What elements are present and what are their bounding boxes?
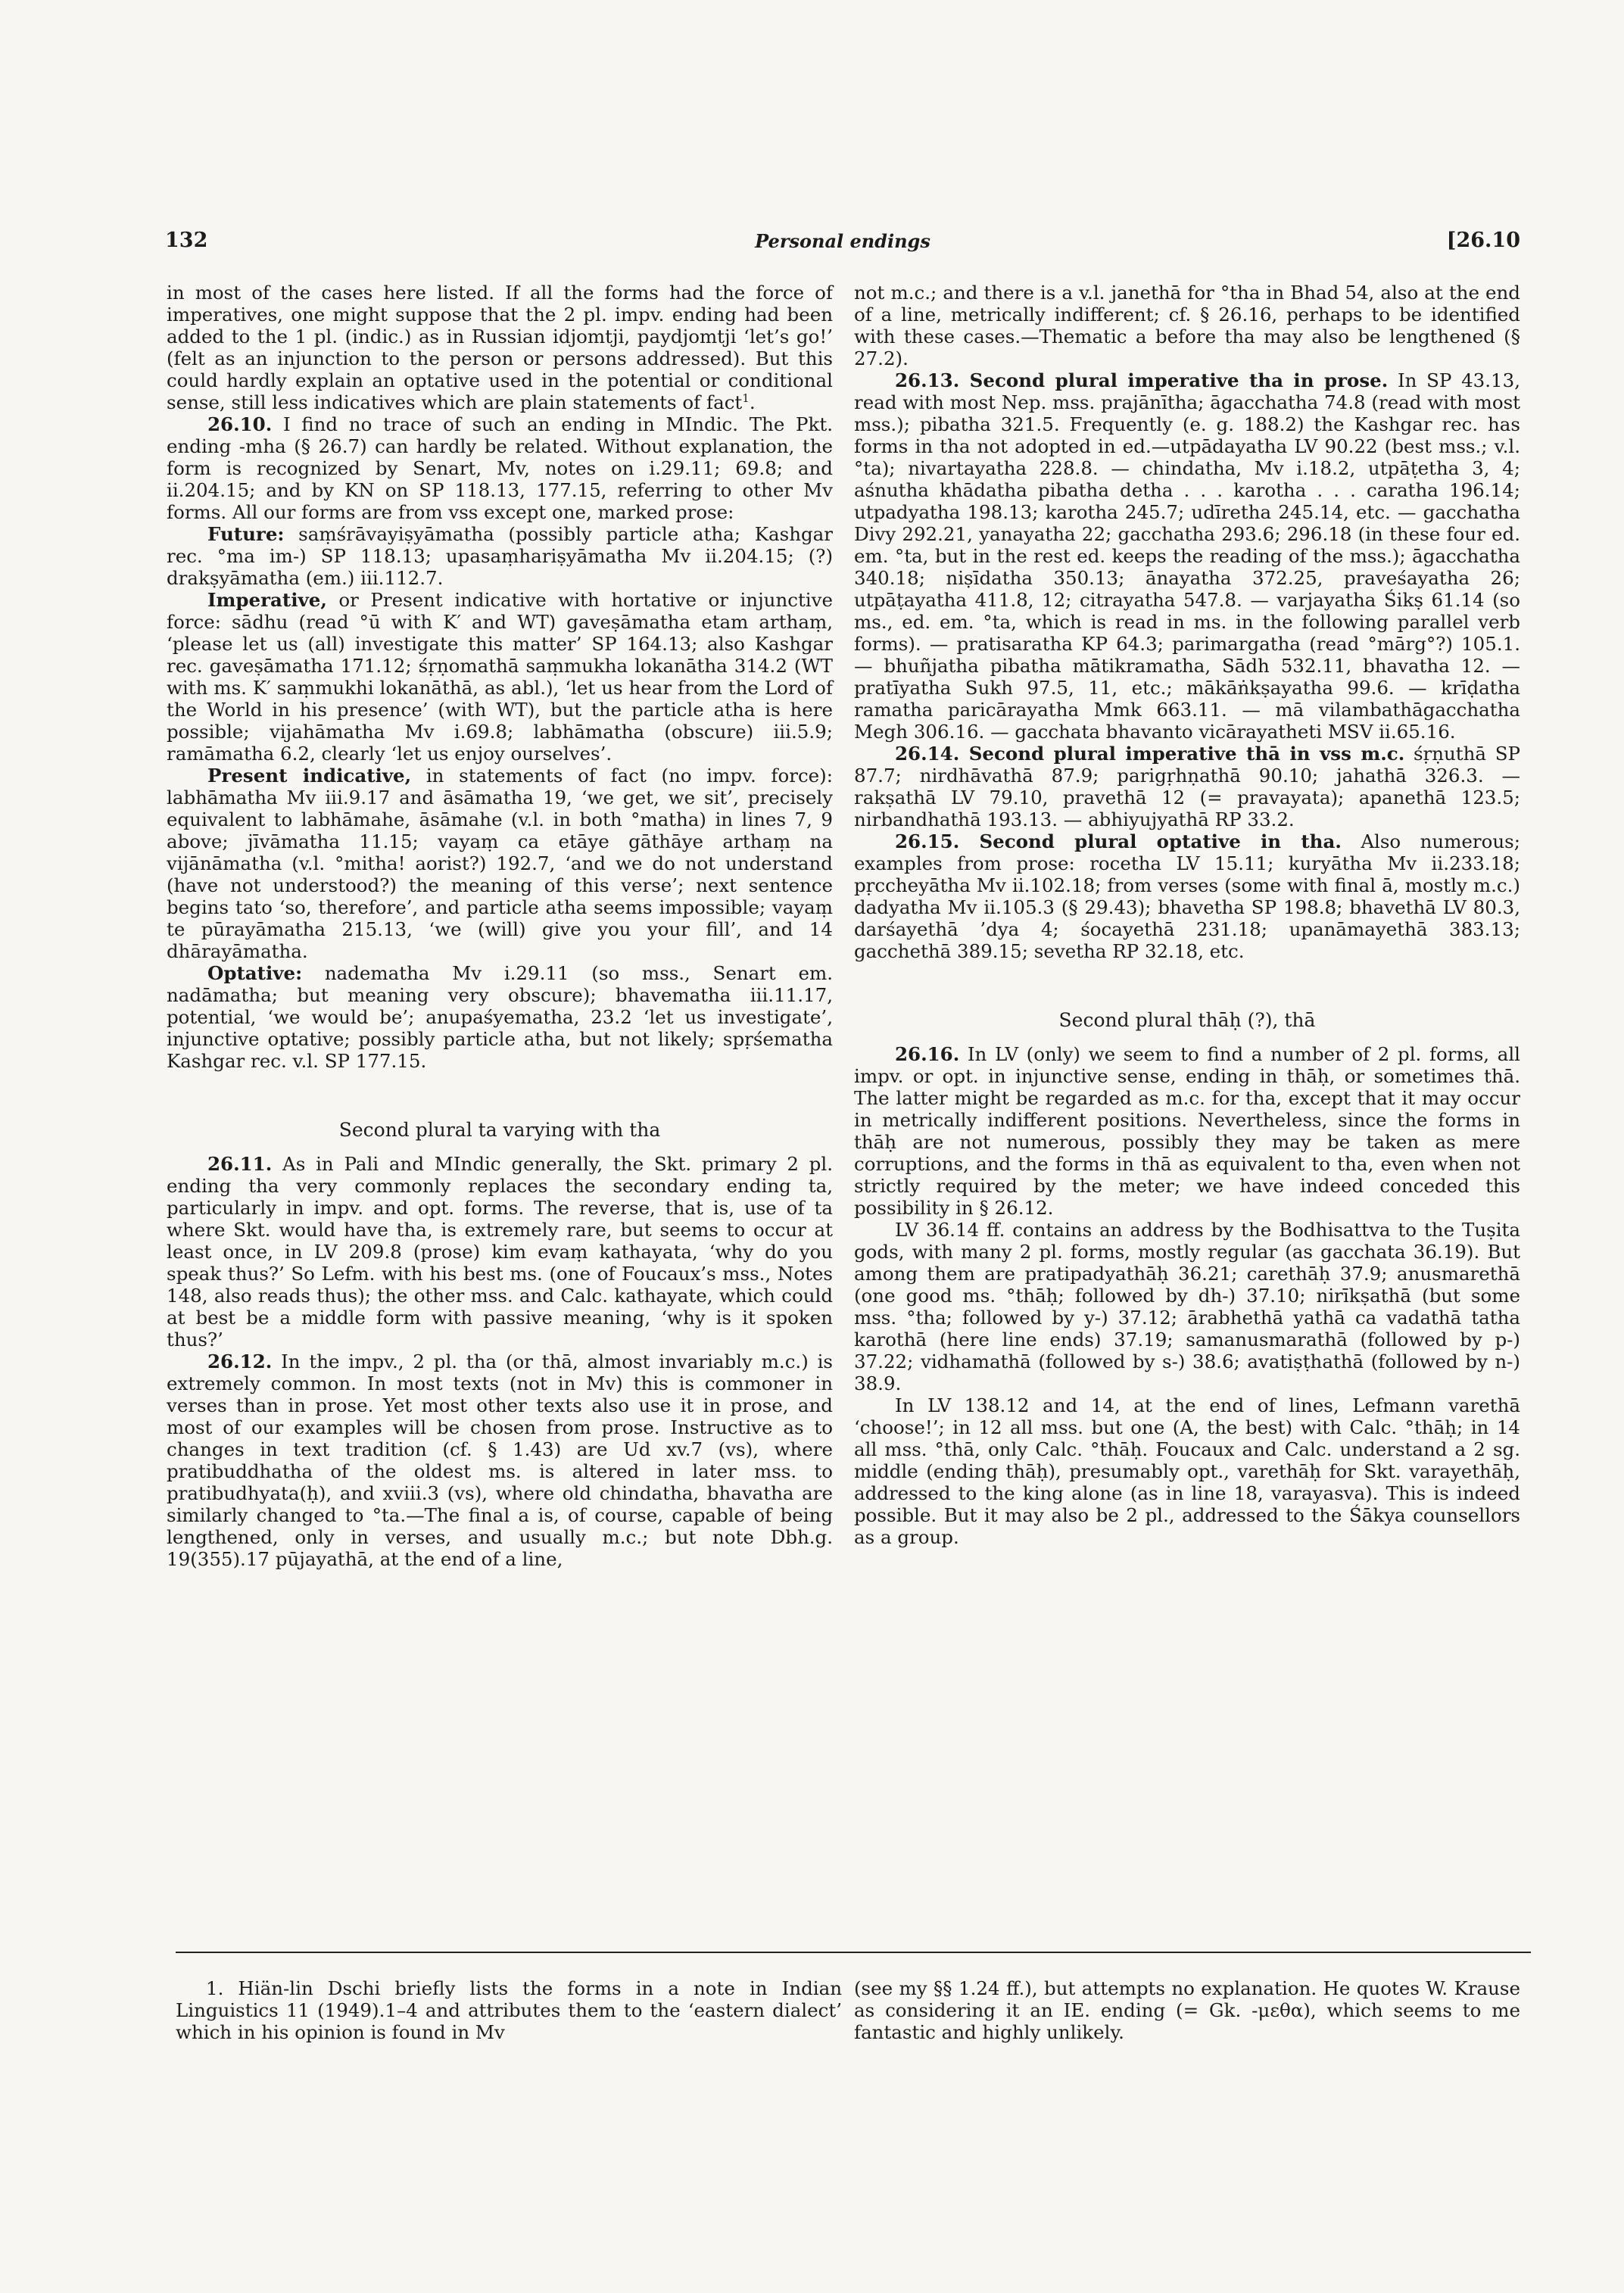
- footnote-text: 1. Hiän-lin Dschi briefly lists the forms in a note in Indian Linguistics 11 (1949).1–4 and attributes them to the ‘eastern dialect’ which in his opinion is found in Mv: [176, 1977, 842, 2043]
- paragraph-present-indicative: Present indicative, in statements of fact (no impv. force): labhāmatha Mv iii.9.17 and āsāmatha 19, ‘we get, we sit’, precisely equivalent to labhāmahe, āsāmahe (v.l. in both °matha) in lines 7, 9 above; jīvāmatha 11.15; vayaṃ ca etāye gāthāye arthaṃ na vijānāmatha (v.l. °mitha! aorist?) 192.7, ‘and we do not understand (have not understood?) the meaning of this verse’; next sentence begins tato ‘so, therefore’, and particle atha seems impossible; vayaṃ te pūrayāmatha 215.13, ‘we (will) give you your fill’, and 14 dhārayāmatha.: [167, 765, 833, 962]
- running-title: Personal endings: [755, 230, 930, 252]
- paragraph-26-12: 26.12. In the impv., 2 pl. tha (or thā, almost invariably m.c.) is extremely common. In most texts (not in Mv) this is commoner in verses than in prose. Yet most other texts also use it in prose, and most of our examples will be chosen from prose. Instructive as to changes in text tradition (cf. § 1.43) are Ud xv.7 (vs), where pratibuddhatha of the oldest ms. is altered in later mss. to pratibudhyata(ḥ), and xviii.3 (vs), where old chindatha, bhavatha are similarly changed to °ta.—The final a is, of course, capable of being lengthened, only in verses, and usually m.c.; but note Dbh.g. 19(355).17 pūjayathā, at the end of a line,: [167, 1351, 833, 1570]
- footnote-right: [854, 1977, 1520, 2043]
- left-column: [167, 282, 833, 1570]
- paragraph-26-13: 26.13. Second plural imperative tha in prose. In SP 43.13, read with most Nep. mss. prajānītha; āgacchatha 74.8 (read with most mss.); pibatha 321.5. Frequently (e. g. 188.2) the Kashgar rec. has forms in tha not adopted in ed.—utpādayatha LV 90.22 (best mss.; v.l. °ta); nivartayatha 228.8. — chindatha, Mv i.18.2, utpāṭetha 3, 4; aśnutha khādatha pibatha detha . . . karotha . . . caratha 196.14; utpadyatha 198.13; karotha 245.7; udīretha 245.14, etc. — gacchatha Divy 292.21, yanayatha 22; gacchatha 293.6; 296.18 (in these four ed. em. °ta, but in the rest ed. keeps the reading of the mss.); āgacchatha 340.18; niṣīdatha 350.13; ānayatha 372.25, praveśayatha 26; utpāṭayatha 411.8, 12; citrayatha 547.8. — varjayatha Śikṣ 61.14 (so ms., ed. em. °ta, which is read in ms. in the following parallel verb forms). — pratisaratha KP 64.3; parimargatha (read °mārg°?) 105.1. — bhuñjatha pibatha mātikramatha, Sādh 532.11, bhavatha 12. — pratīyatha Sukh 97.5, 11, etc.; mākāṅkṣayatha 99.6. — krīḍatha ramatha paricārayatha Mmk 663.11. — mā vilambathāgacchatha Megh 306.16. — gacchata bhavanto vicārayatheti MSV ii.65.16.: [854, 369, 1521, 743]
- subheading: Second plural ta varying with tha: [338, 1119, 661, 1141]
- footnote-text: (see my §§ 1.24 ff.), but attempts no explanation. He quotes W. Krause as considering it an IE. ending (= Gk. -μεθα), which seems to me fantastic and highly unlikely.: [854, 1977, 1520, 2043]
- paragraph-imperative: Imperative, or Present indicative with hortative or injunctive force: sādhu (read °ū with K′ and WT) gaveṣāmatha etam arthaṃ, ‘please let us (all) investigate this matter’ SP 164.13; also Kashgar rec. gaveṣāmatha 171.12; śṛṇomathā saṃmukha lokanātha 314.2 (WT with ms. K′ saṃmukhi lokanāthā, as abl.), ‘let us hear from the Lord of the World in his presence’ (with WT), but the particle atha is here possible; vijahāmatha Mv i.69.8; labhāmatha (obscure) iii.5.9; ramāmatha 6.2, clearly ‘let us enjoy ourselves’.: [167, 589, 833, 765]
- page-number: 132: [165, 229, 208, 252]
- paragraph-26-11: 26.11. As in Pali and MIndic generally, the Skt. primary 2 pl. ending tha very commonly replaces the secondary ending ta, particularly in impv. and opt. forms. The reverse, that is, use of ta where Skt. would have tha, is extremely rare, but seems to occur at least once, in LV 209.8 (prose) kim evaṃ kathayata, ‘why do you speak thus?’ So Lefm. with his best ms. (one of Foucaux’s mss., Notes 148, also reads thus); the other mss. and Calc. kathayate, which could at best be a middle form with passive meaning, ‘why is it spoken thus?’: [167, 1153, 833, 1351]
- paragraph-future: Future: saṃśrāvayiṣyāmatha (possibly particle atha; Kashgar rec. °ma im-) SP 118.13; upasaṃhariṣyāmatha Mv ii.204.15; (?) drakṣyāmatha (em.) iii.112.7.: [167, 523, 833, 589]
- paragraph-26-16: 26.16. In LV (only) we seem to find a number of 2 pl. forms, all impv. or opt. in injunctive sense, ending in thāḥ, or sometimes thā. The latter might be regarded as m.c. for tha, except that it may occur in metrically indifferent positions. Nevertheless, since the forms in thāḥ are not numerous, possibly they may be taken as mere corruptions, and the forms in thā as equivalent to tha, even when not strictly required by the meter; we have indeed conceded this possibility in § 26.12.: [854, 1043, 1520, 1219]
- paragraph: In LV 138.12 and 14, at the end of lines, Lefmann varethā ‘choose!’; in 12 all mss. but one (A, the best) with Calc. °thāḥ; in 14 all mss. °thā, only Calc. °thāḥ. Foucaux and Calc. understand a 2 sg. middle (ending thāḥ), presumably opt., varethāḥ for Skt. varayethāḥ, addressed to the king alone (as in line 18, varayasva). This is indeed possible. But it may also be 2 pl., addressed to the Śākya counsellors as a group.: [854, 1394, 1520, 1548]
- paragraph-optative: Optative: nadematha Mv i.29.11 (so mss., Senart em. nadāmatha; but meaning very obscure); bhavematha iii.11.17, potential, ‘we would be’; anupaśyematha, 23.2 ‘let us investigate’, injunctive optative; possibly particle atha, but not likely; spṛśematha Kashgar rec. v.l. SP 177.15.: [167, 962, 833, 1072]
- paragraph-26-10: 26.10. I find no trace of such an ending in MIndic. The Pkt. ending -mha (§ 26.7) can hardly be related. Without explanation, the form is recognized by Senart, Mv, notes on i.29.11; 69.8; and ii.204.15; and by KN on SP 118.13, 177.15, referring to other Mv forms. All our forms are from vss except one, marked prose:: [167, 413, 833, 523]
- subheading: Second plural thāḥ (?), thā: [1058, 1009, 1316, 1031]
- footnote-mark: 1: [742, 391, 750, 405]
- footnote-divider: [176, 1952, 1531, 1953]
- paragraph: LV 36.14 ff. contains an address by the Bodhisattva to the Tuṣita gods, with many 2 pl. forms, mostly regular (as gacchata 36.19). But among them are pratipadyathāḥ 36.21; carethāḥ 37.9; anusmarethā (one good ms. °thāḥ; followed by dh-) 37.10; nirīkṣathā (but some mss. °tha; followed by y-) 37.12; ārabhethā yathā ca vadathā tatha karothā (here line ends) 37.19; samanusmarathā (followed by p-) 37.22; vidhamathā (followed by s-) 38.6; avatiṣṭhathā (followed by n-) 38.9.: [854, 1219, 1520, 1394]
- paragraph: in most of the cases here listed. If all the forms had the force of imperatives, one might suppose that the 2 pl. impv. ending had been added to the 1 pl. (indic.) as in Russian idjomtji, paydjomtji ‘let’s go!’ (felt as an injunction to the person or persons addressed). But this could hardly explain an optative used in the potential or conditional sense, still less indicatives which are plain statements of fact$^1$.: [167, 282, 833, 413]
- paragraph-26-15: 26.15. Second plural optative in tha. Also numerous; examples from prose: rocetha LV 15.11; kuryātha Mv ii.233.18; pṛccheyātha Mv ii.102.18; from verses (some with final ā, mostly m.c.) dadyatha Mv ii.105.3 (§ 29.43); bhavetha SP 198.8; bhavethā LV 80.3, darśayethā ’dya 4; śocayethā 231.18; upanāmayethā 383.13; gacchethā 389.15; sevetha RP 32.18, etc.: [854, 830, 1520, 962]
- right-column: [854, 282, 1520, 1548]
- paragraph-26-14: 26.14. Second plural imperative thā in vss m.c. śṛṇuthā SP 87.7; nirdhāvathā 87.9; parigṛhṇathā 90.10; jahathā 326.3. — rakṣathā LV 79.10, pravethā 12 (= pravayata); apanethā 123.5; nirbandhathā 193.13. — abhiyujyathā RP 33.2.: [854, 743, 1520, 830]
- paragraph: not m.c.; and there is a v.l. janethā for °tha in Bhad 54, also at the end of a line, metrically indifferent; cf. § 26.16, perhaps to be identified with these cases.—Thematic a before tha may also be lengthened (§ 27.2).: [854, 282, 1520, 369]
- section-reference: [26.10: [1446, 229, 1520, 252]
- footnote-left: [176, 1977, 842, 2043]
- page-header: [165, 229, 1520, 259]
